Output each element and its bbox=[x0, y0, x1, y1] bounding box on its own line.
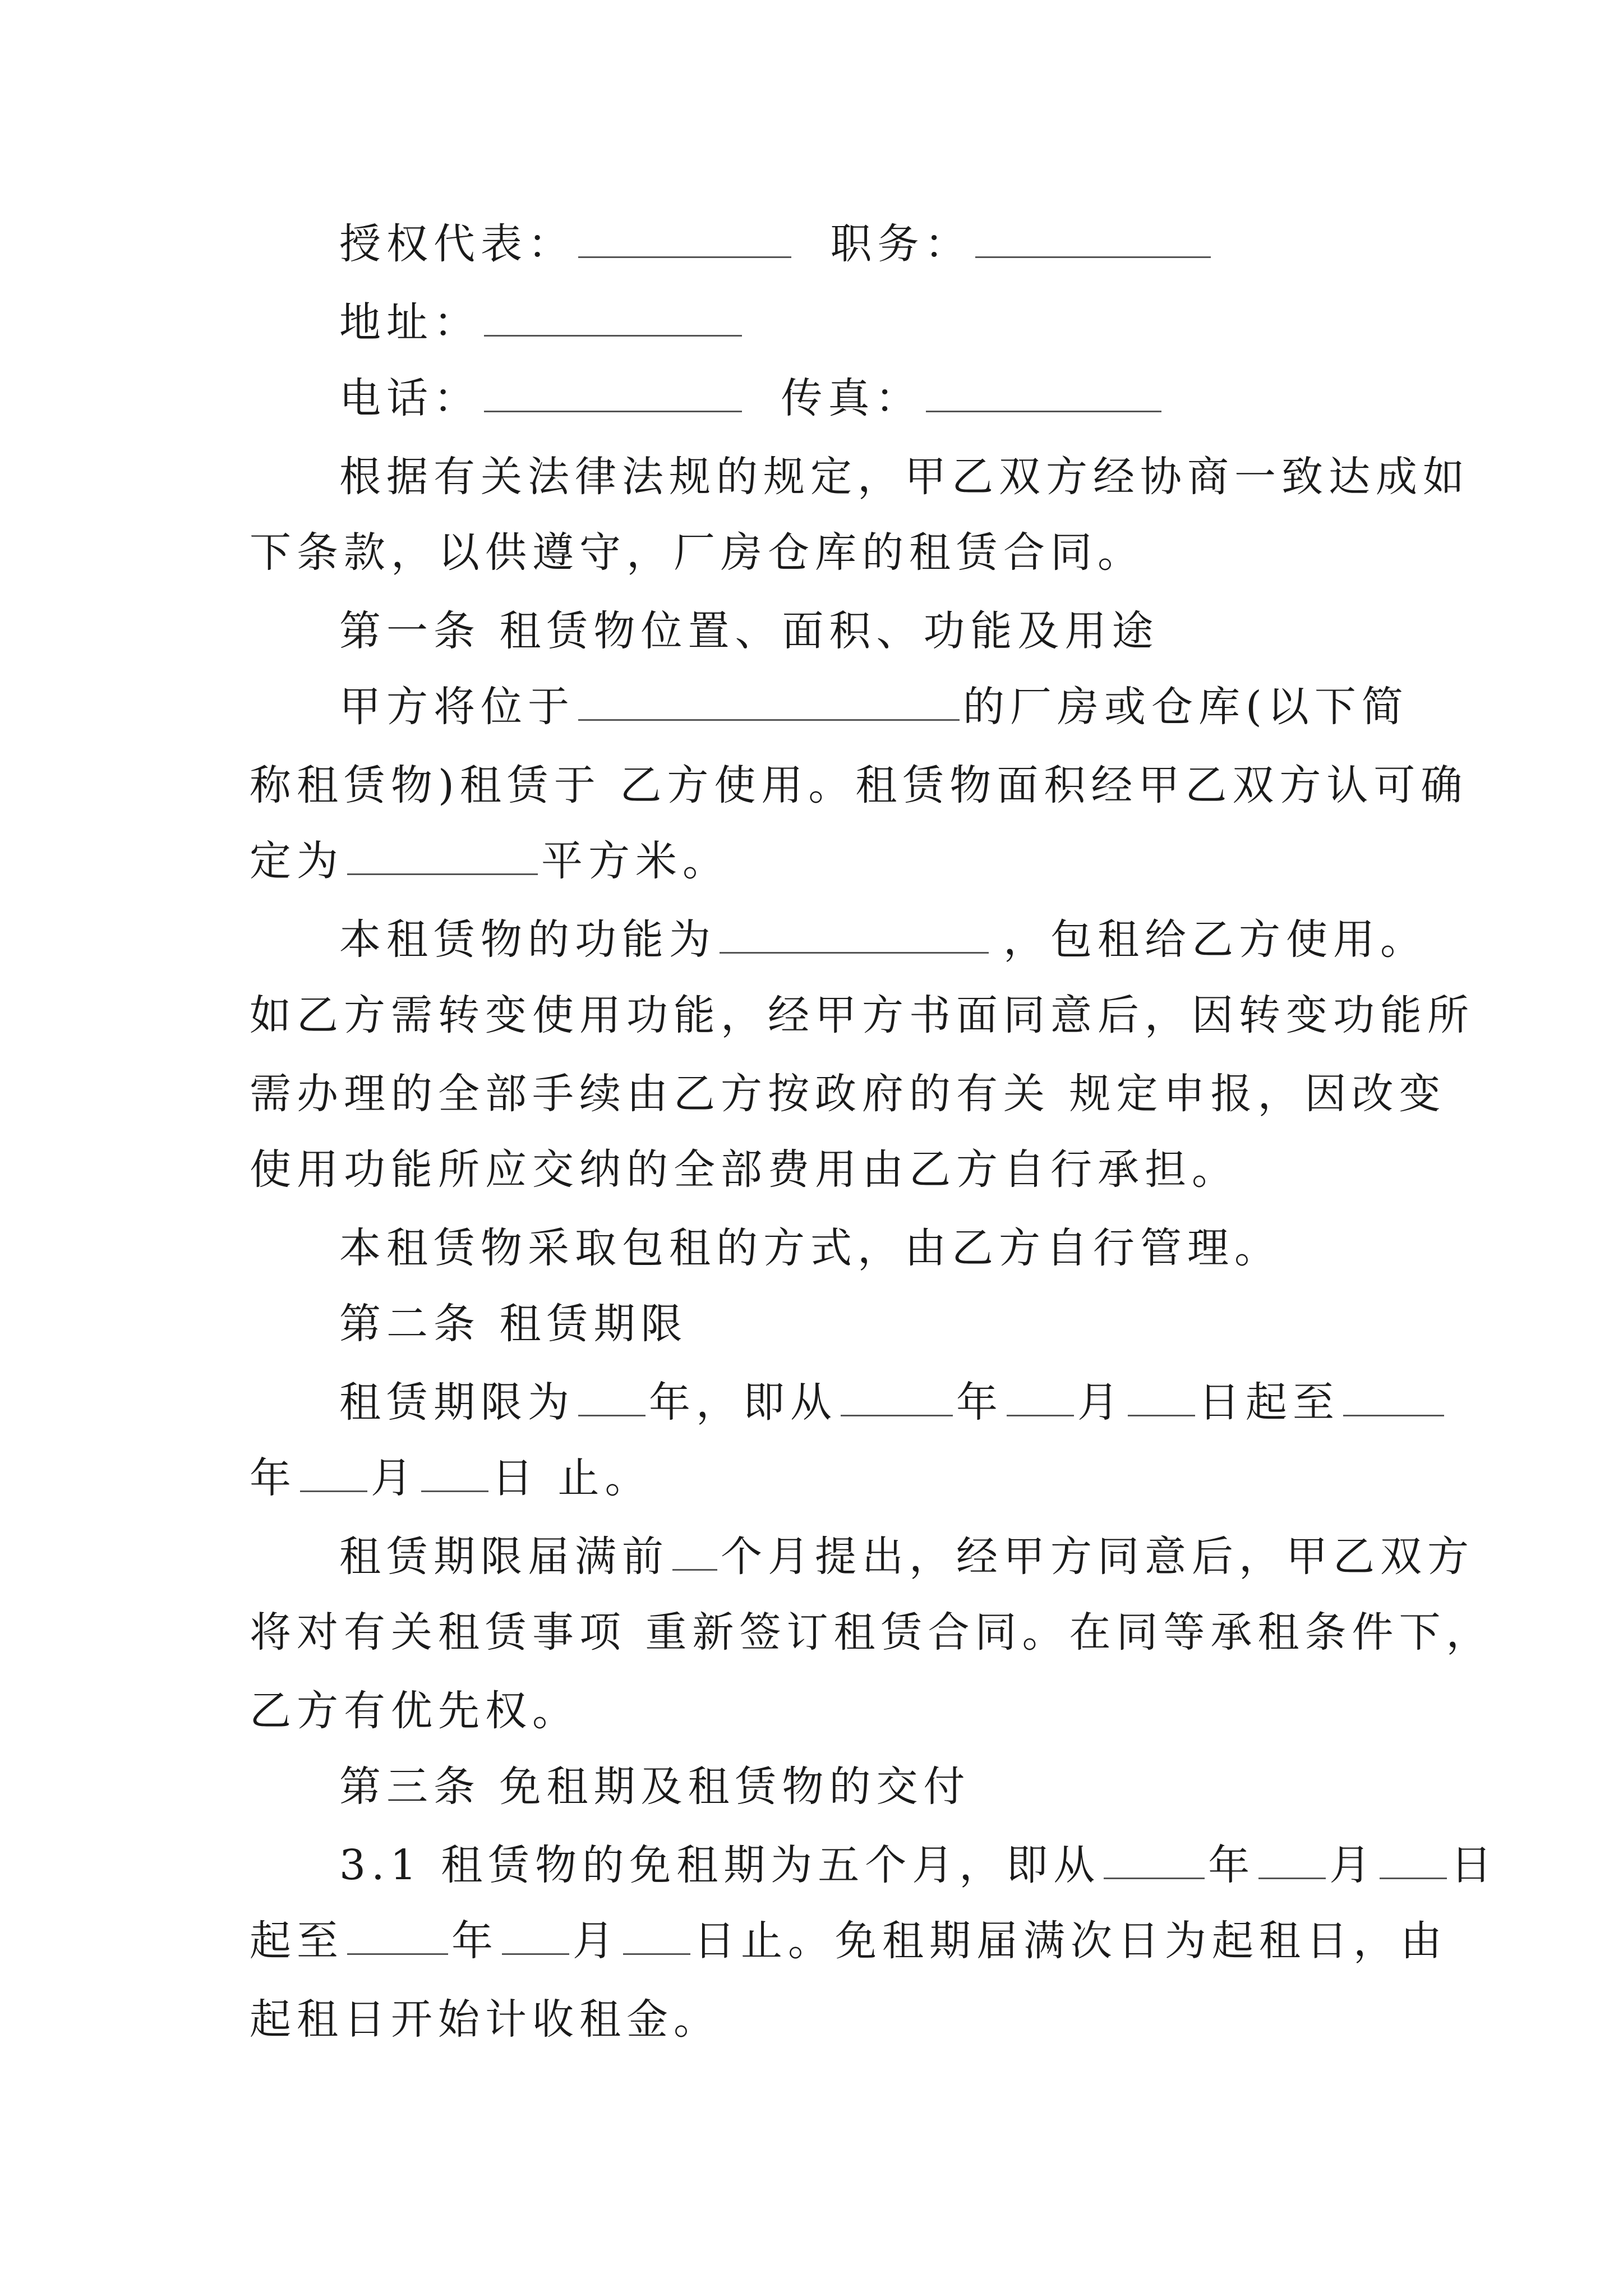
paragraph-line: 3.1 租赁物的免租期为五个月，即从 年 月 日 bbox=[339, 1841, 1498, 1889]
paragraph-line: 本租赁物的功能为 ，包租给乙方使用。 bbox=[339, 915, 1427, 964]
fax-blank bbox=[926, 377, 1161, 412]
phone-blank bbox=[484, 377, 742, 412]
free-end-year-blank bbox=[347, 1920, 448, 1955]
address-blank bbox=[484, 301, 742, 337]
paragraph-line: 甲方将位于 的厂房或仓库(以下简 bbox=[339, 683, 1409, 731]
years-blank bbox=[578, 1381, 645, 1416]
free-start-month-blank bbox=[1258, 1844, 1326, 1879]
position-blank bbox=[975, 223, 1211, 258]
address-label: 地址： bbox=[339, 298, 481, 347]
free-end-month-blank bbox=[502, 1920, 569, 1955]
paragraph-line: 起租日开始计收租金。 bbox=[250, 1995, 721, 2044]
paragraph-line: 需办理的全部手续由乙方按政府的有关 规定申报，因改变 bbox=[250, 1070, 1446, 1118]
end-month-blank bbox=[300, 1457, 367, 1492]
paragraph-line: 乙方有优先权。 bbox=[250, 1687, 579, 1735]
authorized-representative-label: 授权代表： bbox=[339, 220, 575, 268]
position-label: 职务： bbox=[830, 220, 972, 268]
paragraph-line: 定为 平方米。 bbox=[250, 837, 730, 885]
area-blank bbox=[347, 840, 538, 875]
phone-label: 电话： bbox=[339, 374, 481, 422]
end-day-blank bbox=[421, 1457, 488, 1492]
authorized-representative-line bbox=[339, 216, 1214, 272]
address-line bbox=[339, 295, 745, 351]
paragraph-line: 下条款，以供遵守，厂房仓库的租赁合同。 bbox=[250, 528, 1145, 577]
article-2-heading: 第二条 租赁期限 bbox=[339, 1300, 688, 1348]
paragraph-line: 将对有关租赁事项 重新签订租赁合同。在同等承租条件下， bbox=[250, 1608, 1493, 1657]
location-blank bbox=[578, 685, 960, 721]
function-blank bbox=[720, 918, 989, 954]
months-blank bbox=[672, 1535, 717, 1571]
lease-term-line: 年 月 日 止。 bbox=[250, 1454, 652, 1502]
paragraph-line: 称租赁物)租赁于 乙方使用。租赁物面积经甲乙双方认可确 bbox=[250, 761, 1468, 809]
article-1-heading: 第一条 租赁物位置、面积、功能及用途 bbox=[339, 607, 1159, 655]
free-end-day-blank bbox=[623, 1920, 690, 1955]
article-3-heading: 第三条 免租期及租赁物的交付 bbox=[339, 1763, 971, 1811]
paragraph-line: 本租赁物采取包租的方式，由乙方自行管理。 bbox=[339, 1224, 1281, 1272]
start-month-blank bbox=[1007, 1381, 1074, 1416]
paragraph-line: 起至 年 月 日止。免租期届满次日为起租日，由 bbox=[250, 1917, 1447, 1965]
representative-blank bbox=[578, 223, 791, 258]
end-year-blank bbox=[1343, 1381, 1444, 1416]
fax-label: 传真： bbox=[781, 374, 923, 422]
paragraph-line: 根据有关法律法规的规定，甲乙双方经协商一致达成如 bbox=[339, 453, 1470, 501]
lease-term-line: 租赁期限为 年，即从 年 月 日起至 bbox=[339, 1374, 1447, 1430]
start-day-blank bbox=[1128, 1381, 1195, 1416]
paragraph-line: 如乙方需转变使用功能，经甲方书面同意后，因转变功能所 bbox=[250, 991, 1474, 1039]
paragraph-line: 租赁期限届满前 个月提出，经甲方同意后，甲乙双方 bbox=[339, 1533, 1474, 1581]
free-start-year-blank bbox=[1104, 1844, 1205, 1879]
phone-fax-line bbox=[339, 370, 1165, 426]
free-start-day-blank bbox=[1380, 1844, 1447, 1879]
start-year-blank bbox=[841, 1381, 953, 1416]
paragraph-line: 使用功能所应交纳的全部费用由乙方自行承担。 bbox=[250, 1145, 1239, 1194]
